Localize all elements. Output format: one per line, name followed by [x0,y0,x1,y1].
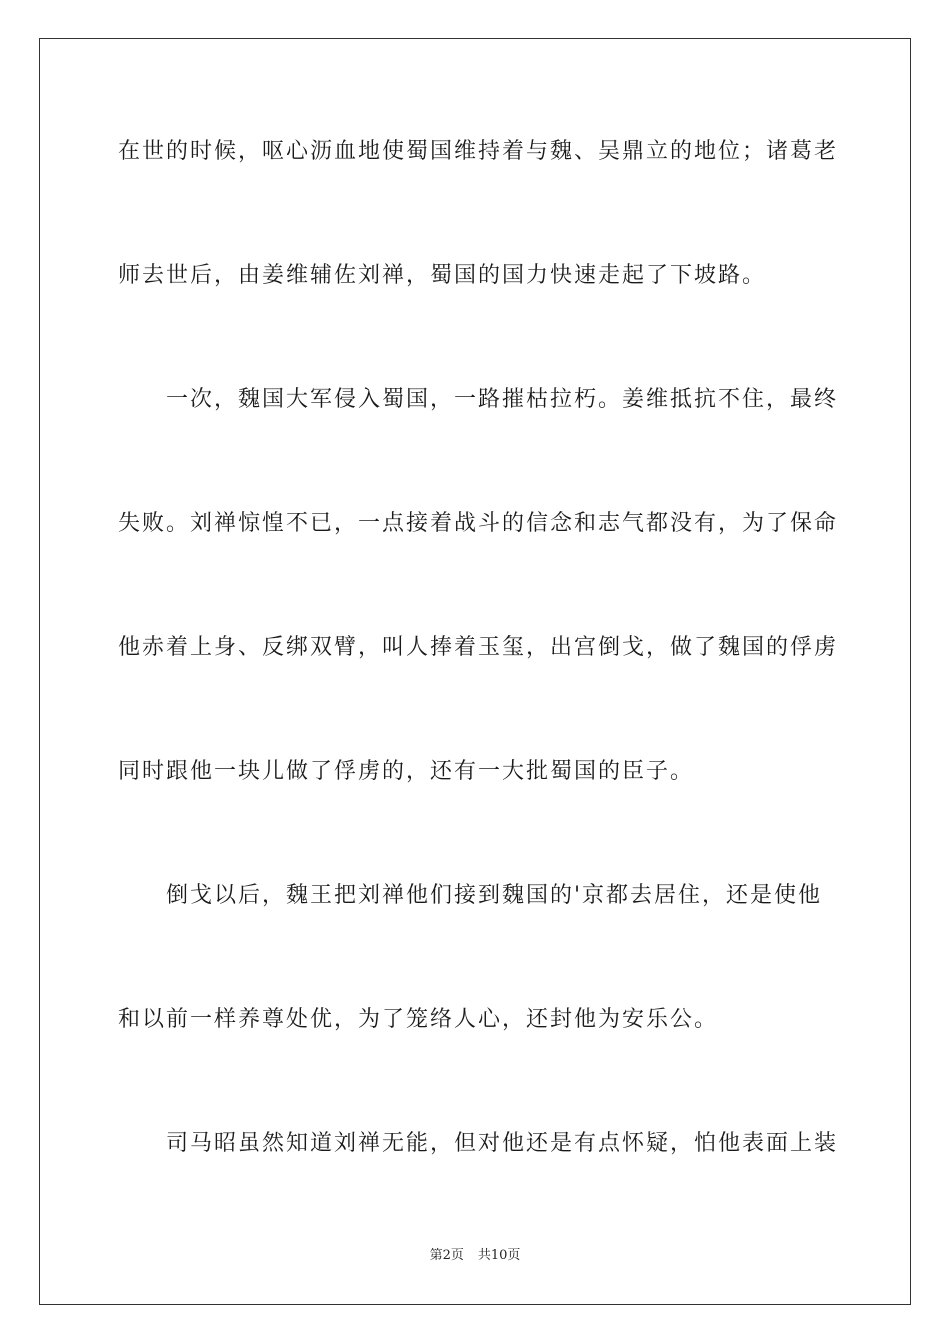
text-line: 和以前一样养尊处优，为了笼络人心，还封他为安乐公。 [118,1007,719,1032]
text-line: 司马昭虽然知道刘禅无能，但对他还是有点怀疑，怕他表面上装 [118,1131,839,1156]
text-line: 同时跟他一块儿做了俘虏的，还有一大批蜀国的臣子。 [118,759,695,784]
page-number: 第2页 [429,1248,464,1263]
text-line: 倒戈以后，魏王把刘禅他们接到魏国的'京都去居住，还是使他 [118,883,823,908]
text-line: 他赤着上身、反绑双臂，叫人捧着玉玺，出宫倒戈，做了魏国的俘虏 [118,635,839,660]
text-line: 一次，魏国大军侵入蜀国，一路摧枯拉朽。姜维抵抗不住，最终 [118,387,839,412]
page-footer [0,1244,950,1263]
page-border [39,38,911,1305]
text-line: 在世的时候，呕心沥血地使蜀国维持着与魏、吴鼎立的地位；诸葛老 [118,139,839,164]
text-line: 师去世后，由姜维辅佐刘禅，蜀国的国力快速走起了下坡路。 [118,263,767,288]
page-total: 共10页 [477,1248,521,1263]
text-line: 失败。刘禅惊惶不已，一点接着战斗的信念和志气都没有，为了保命 [118,511,839,536]
